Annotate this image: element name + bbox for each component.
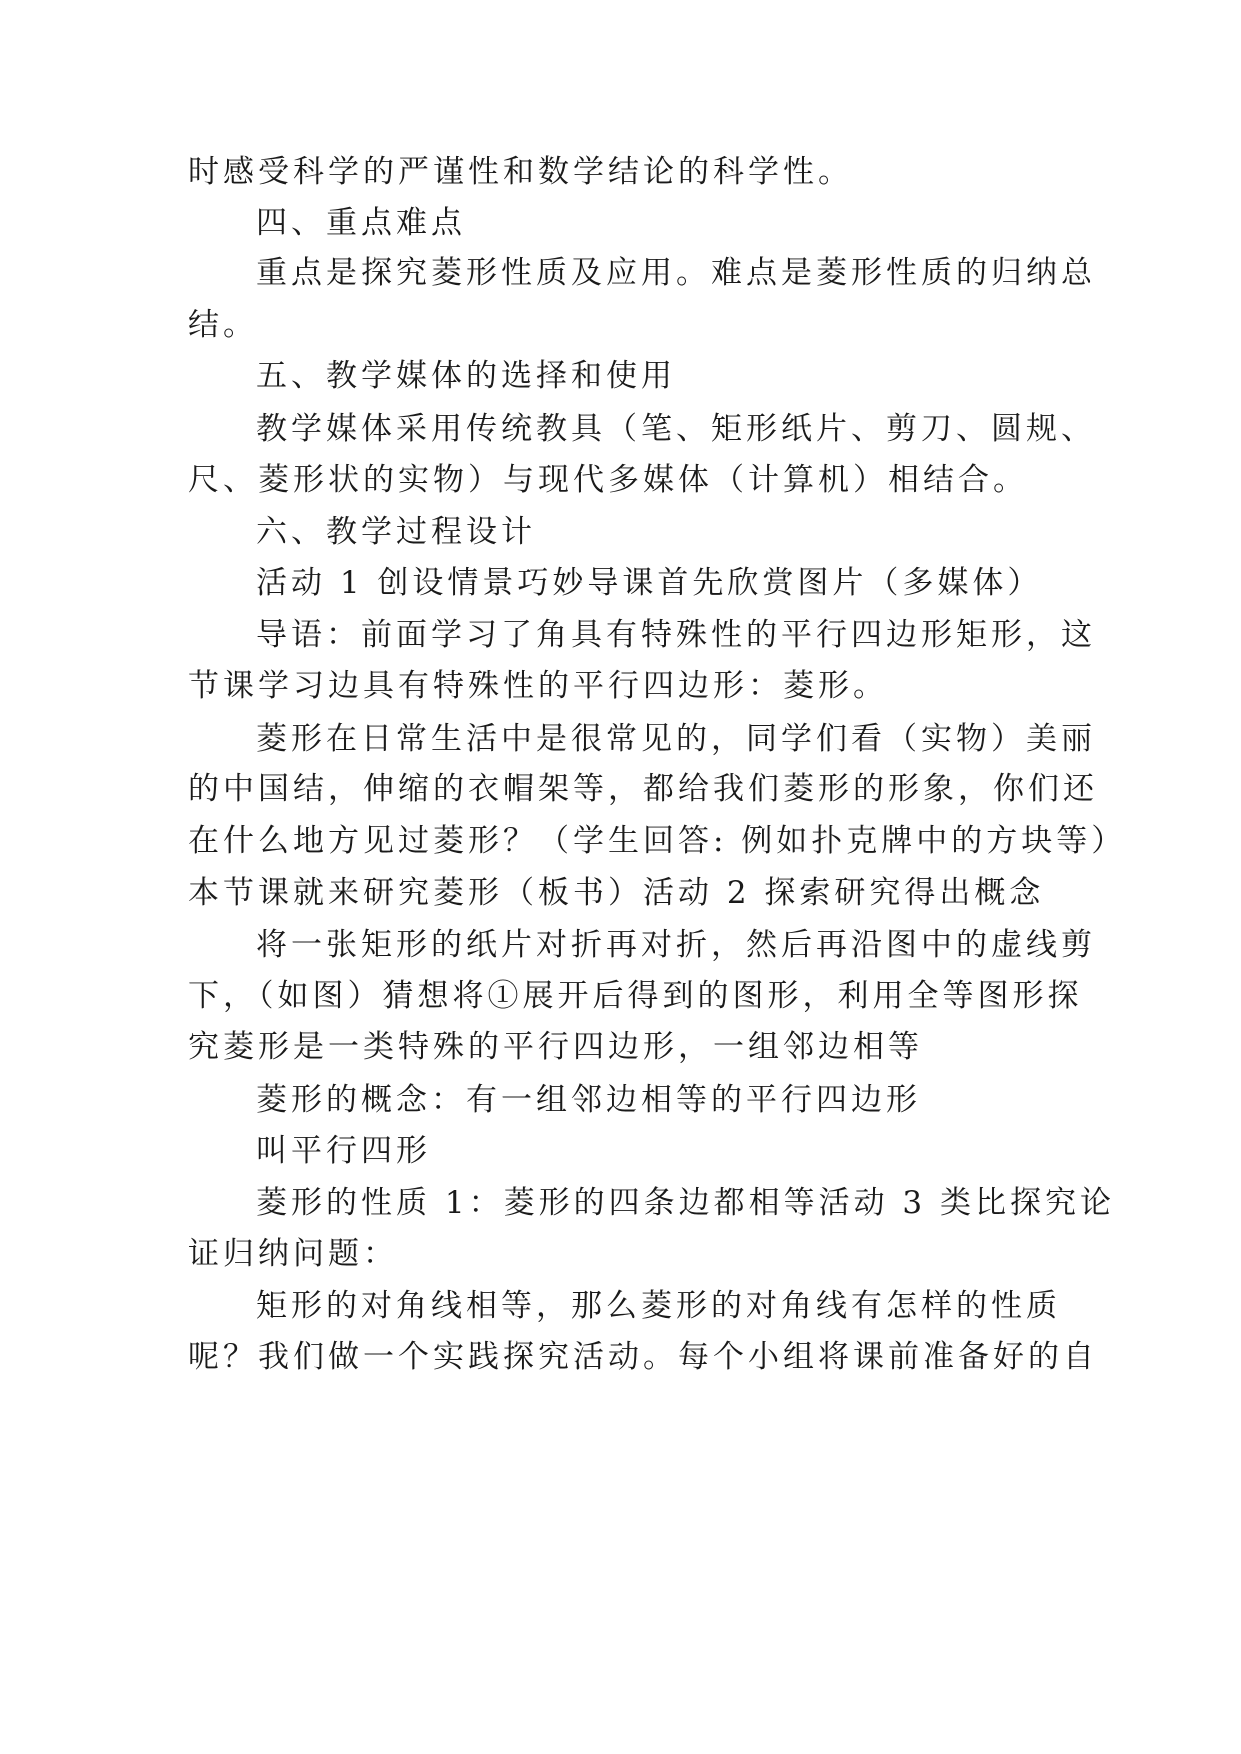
text-line: 菱形的概念：有一组邻边相等的平行四边形 bbox=[256, 1082, 921, 1118]
text-line: 导语：前面学习了角具有特殊性的平行四边形矩形，这 bbox=[256, 617, 1096, 653]
text-line: 尺、菱形状的实物）与现代多媒体（计算机）相结合。 bbox=[188, 462, 1028, 498]
text-line: 呢？我们做一个实践探究活动。每个小组将课前准备好的自 bbox=[188, 1339, 1098, 1375]
text-line: 证归纳问题： bbox=[188, 1236, 398, 1272]
text-line: 的中国结，伸缩的衣帽架等，都给我们菱形的形象，你们还 bbox=[188, 771, 1098, 807]
text-line: 将一张矩形的纸片对折再对折，然后再沿图中的虚线剪 bbox=[256, 927, 1096, 963]
text-line: 下，（如图）猜想将①展开后得到的图形，利用全等图形探 bbox=[188, 978, 1083, 1014]
section-heading: 六、教学过程设计 bbox=[256, 514, 536, 550]
section-heading: 五、教学媒体的选择和使用 bbox=[256, 358, 676, 394]
text-line: 菱形在日常生活中是很常见的，同学们看（实物）美丽 bbox=[256, 721, 1096, 757]
section-heading: 四、重点难点 bbox=[256, 205, 466, 241]
text-line: 节课学习边具有特殊性的平行四边形：菱形。 bbox=[188, 668, 888, 704]
text-line: 本节课就来研究菱形（板书）活动 2 探索研究得出概念 bbox=[188, 875, 1045, 911]
text-line: 菱形的性质 1：菱形的四条边都相等活动 3 类比探究论 bbox=[256, 1185, 1116, 1221]
text-line: 矩形的对角线相等，那么菱形的对角线有怎样的性质 bbox=[256, 1288, 1061, 1324]
text-line: 究菱形是一类特殊的平行四边形，一组邻边相等 bbox=[188, 1029, 923, 1065]
text-line: 在什么地方见过菱形？（学生回答: 例如扑克牌中的方块等） bbox=[188, 823, 1127, 859]
text-line: 活动 1 创设情景巧妙导课首先欣赏图片（多媒体） bbox=[256, 565, 1043, 601]
text-line: 结。 bbox=[188, 307, 258, 343]
text-line: 时感受科学的严谨性和数学结论的科学性。 bbox=[188, 154, 853, 190]
text-line: 重点是探究菱形性质及应用。难点是菱形性质的归纳总 bbox=[256, 255, 1096, 291]
text-line: 叫平行四形 bbox=[256, 1133, 431, 1169]
text-line: 教学媒体采用传统教具（笔、矩形纸片、剪刀、圆规、 bbox=[256, 411, 1096, 447]
